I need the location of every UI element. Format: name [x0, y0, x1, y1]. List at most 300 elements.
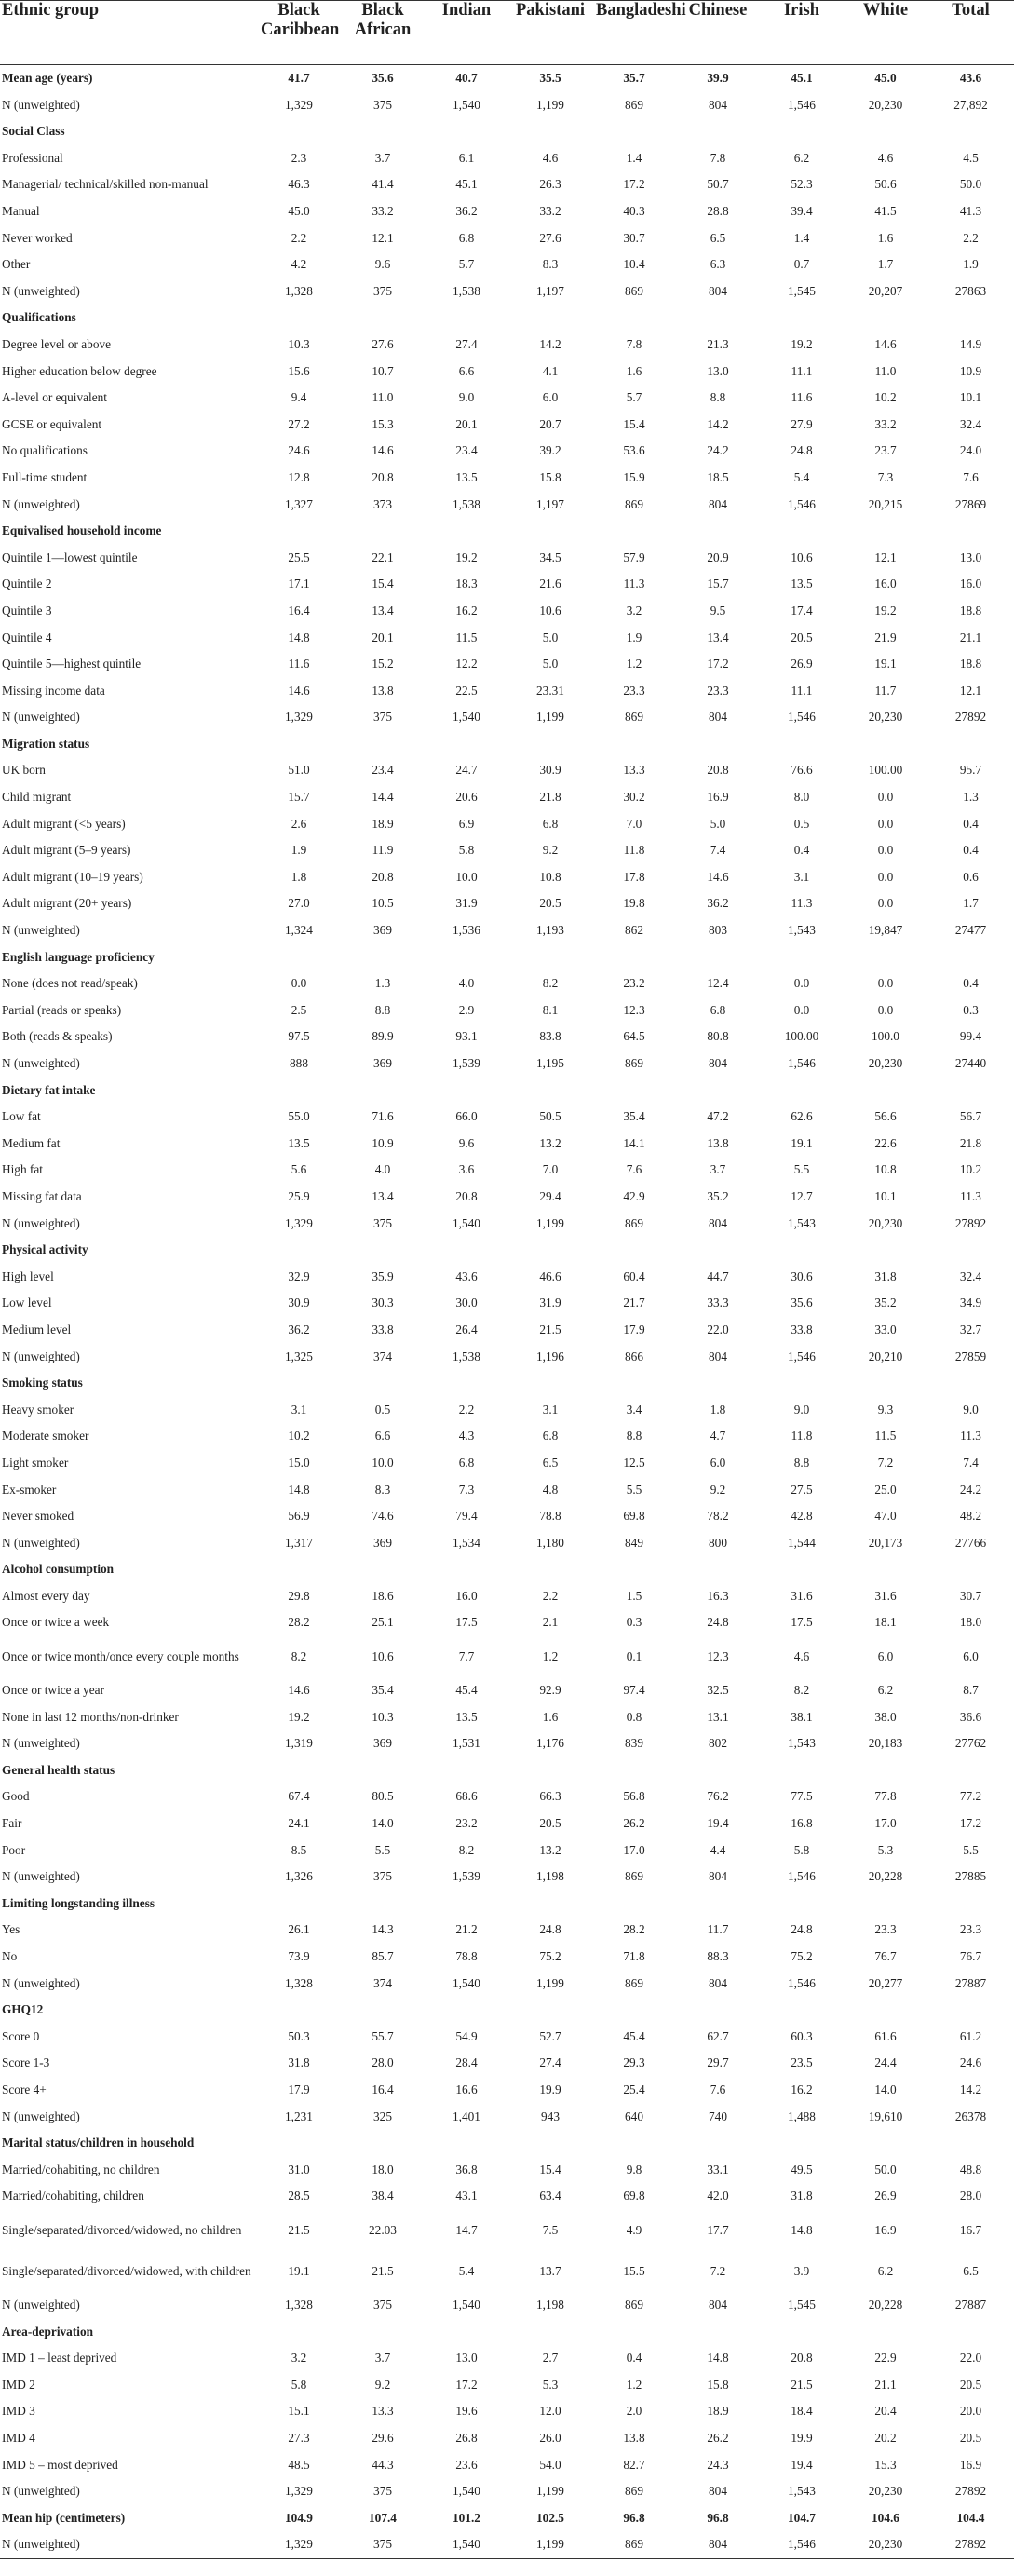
table-cell: 27892 — [954, 710, 987, 725]
table-cell: 375 — [373, 97, 392, 112]
table-cell: 5.5 — [963, 1842, 979, 1857]
row-label: Fair — [2, 1816, 22, 1831]
table-cell: 11.6 — [288, 657, 310, 671]
table-row — [0, 492, 1014, 519]
section-heading-row — [0, 518, 1014, 545]
table-cell: 1,536 — [453, 923, 480, 938]
table-cell: 23.6 — [455, 2457, 478, 2472]
row-label: No qualifications — [2, 443, 88, 458]
table-row — [0, 784, 1014, 811]
table-cell: 29.7 — [707, 2055, 729, 2070]
table-cell: 28.4 — [455, 2055, 478, 2070]
table-cell: 10.2 — [874, 390, 897, 405]
table-cell: 27,892 — [953, 97, 988, 112]
table-cell: 32.7 — [959, 1322, 982, 1336]
table-cell: 19.1 — [288, 2263, 310, 2278]
table-cell: 803 — [709, 923, 727, 938]
column-header: Indian — [441, 1, 492, 20]
table-cell: 1,538 — [453, 1349, 480, 1363]
table-cell: 325 — [373, 2108, 392, 2123]
table-cell: 95.7 — [959, 763, 982, 778]
table-cell: 0.0 — [793, 1002, 810, 1017]
table-row — [0, 917, 1014, 944]
section-heading-row — [0, 1891, 1014, 1918]
table-cell: 1.8 — [291, 869, 307, 884]
table-cell: 14.2 — [539, 336, 561, 351]
table-cell: 6.5 — [963, 2263, 979, 2278]
table-cell: 25.5 — [288, 549, 310, 564]
table-cell: 17.7 — [707, 2222, 729, 2237]
table-cell: 4.3 — [458, 1429, 475, 1444]
table-cell: 20.8 — [791, 2351, 813, 2366]
table-cell: 45.4 — [455, 1683, 478, 1698]
table-cell: 24.3 — [707, 2457, 729, 2472]
table-row — [0, 1783, 1014, 1810]
table-cell: 869 — [625, 2484, 643, 2499]
table-cell: 22.5 — [455, 683, 478, 698]
table-cell: 3.4 — [626, 1402, 642, 1417]
table-cell: 29.8 — [288, 1588, 310, 1603]
table-cell: 71.6 — [372, 1109, 394, 1124]
table-cell: 2.2 — [291, 230, 307, 245]
table-cell: 27762 — [954, 1736, 987, 1751]
table-cell: 0.3 — [626, 1615, 642, 1630]
table-row — [0, 864, 1014, 891]
table-cell: 10.1 — [959, 390, 982, 405]
table-cell: 1,538 — [453, 283, 480, 298]
table-cell: 28.8 — [707, 204, 729, 219]
table-cell: 23.3 — [623, 683, 645, 698]
table-cell: 78.2 — [707, 1509, 729, 1524]
table-row — [0, 2425, 1014, 2452]
table-cell: 22.0 — [707, 1322, 729, 1336]
table-cell: 15.3 — [874, 2457, 897, 2472]
table-cell: 35.4 — [372, 1683, 394, 1698]
table-cell: 1,198 — [536, 2297, 564, 2312]
table-cell: 9.0 — [963, 1402, 979, 1417]
table-row — [0, 837, 1014, 864]
row-label: Adult migrant (20+ years) — [2, 896, 132, 911]
table-cell: 1,531 — [453, 1736, 480, 1751]
row-label: Once or twice a year — [2, 1683, 105, 1698]
table-cell: 20.7 — [539, 416, 561, 431]
table-cell: 22.9 — [874, 2351, 897, 2366]
table-cell: 17.9 — [288, 2081, 310, 2096]
table-cell: 1,193 — [536, 923, 564, 938]
table-cell: 0.5 — [793, 816, 810, 831]
table-cell: 71.8 — [623, 1949, 645, 1964]
row-label: Higher education below degree — [2, 363, 157, 378]
table-cell: 375 — [373, 2537, 392, 2552]
table-cell: 83.8 — [539, 1029, 561, 1044]
table-cell: 16.0 — [455, 1588, 478, 1603]
row-label: Score 0 — [2, 2028, 40, 2043]
table-row — [0, 2345, 1014, 2372]
table-cell: 20.5 — [959, 2430, 982, 2445]
table-cell: 12.8 — [288, 469, 310, 484]
table-cell: 0.0 — [877, 843, 894, 858]
table-cell: 1,401 — [453, 2108, 480, 2123]
table-cell: 14.8 — [288, 1482, 310, 1497]
table-cell: 0.4 — [963, 843, 979, 858]
table-cell: 12.1 — [372, 230, 394, 245]
table-cell: 1,539 — [453, 1869, 480, 1884]
table-cell: 5.5 — [626, 1482, 642, 1497]
table-cell: 374 — [373, 1975, 392, 1990]
table-cell: 20,183 — [868, 1736, 903, 1751]
row-label: N (unweighted) — [2, 1975, 80, 1990]
row-label: Almost every day — [2, 1588, 90, 1603]
table-cell: 7.4 — [710, 843, 726, 858]
table-cell: 1,540 — [453, 1975, 480, 1990]
table-cell: 46.3 — [288, 177, 310, 192]
table-cell: 5.0 — [710, 816, 726, 831]
row-label: Once or twice a week — [2, 1615, 110, 1630]
column-header: Irish — [783, 1, 820, 20]
table-cell: 9.2 — [542, 843, 559, 858]
table-cell: 41.7 — [288, 71, 310, 86]
table-cell: 11.3 — [960, 1188, 981, 1203]
table-cell: 862 — [625, 923, 643, 938]
table-row — [0, 1530, 1014, 1557]
table-cell: 26.9 — [874, 2189, 897, 2203]
table-cell: 1,329 — [285, 710, 313, 725]
table-cell: 20.8 — [372, 469, 394, 484]
table-cell: 88.3 — [707, 1949, 729, 1964]
table-cell: 1,329 — [285, 2537, 313, 2552]
row-label: N (unweighted) — [2, 2108, 80, 2123]
table-cell: 1,199 — [536, 1215, 564, 1230]
table-cell: 89.9 — [372, 1029, 394, 1044]
table-cell: 19.2 — [791, 336, 813, 351]
row-label: IMD 5 – most deprived — [2, 2457, 118, 2472]
table-cell: 6.0 — [710, 1455, 726, 1470]
table-cell: 1.9 — [291, 843, 307, 858]
table-cell: 2.2 — [458, 1402, 475, 1417]
table-cell: 7.8 — [710, 150, 726, 165]
table-cell: 13.8 — [707, 1135, 729, 1150]
table-row — [0, 2292, 1014, 2319]
table-cell: 26.4 — [455, 1322, 478, 1336]
table-cell: 11.8 — [623, 843, 645, 858]
table-cell: 85.7 — [372, 1949, 394, 1964]
table-cell: 8.8 — [626, 1429, 642, 1444]
table-cell: 15.7 — [707, 576, 729, 591]
table-cell: 14.4 — [372, 790, 394, 805]
table-cell: 10.8 — [539, 869, 561, 884]
table-cell: 40.3 — [623, 204, 645, 219]
row-label: N (unweighted) — [2, 2537, 80, 2552]
table-cell: 45.1 — [455, 177, 478, 192]
table-cell: 1,546 — [788, 710, 816, 725]
table-cell: 16.2 — [455, 603, 478, 617]
table-cell: 33.0 — [874, 1322, 897, 1336]
table-cell: 0.7 — [793, 257, 810, 272]
table-cell: 5.5 — [793, 1162, 810, 1177]
row-label: Heavy smoker — [2, 1402, 74, 1417]
table-row — [0, 2251, 1014, 2292]
table-cell: 22.6 — [874, 1135, 897, 1150]
table-cell: 0.0 — [877, 816, 894, 831]
table-cell: 30.7 — [623, 230, 645, 245]
table-cell: 12.4 — [707, 976, 729, 991]
table-cell: 20,230 — [868, 710, 903, 725]
table-row — [0, 332, 1014, 359]
table-cell: 9.2 — [374, 2377, 391, 2392]
table-cell: 7.0 — [542, 1162, 559, 1177]
table-cell: 804 — [709, 1215, 727, 1230]
table-cell: 9.6 — [374, 257, 391, 272]
table-cell: 5.8 — [291, 2377, 307, 2392]
table-cell: 3.2 — [291, 2351, 307, 2366]
table-cell: 375 — [373, 2484, 392, 2499]
table-cell: 14.6 — [288, 1683, 310, 1698]
table-cell: 373 — [373, 496, 392, 511]
table-cell: 31.0 — [288, 2162, 310, 2176]
table-cell: 13.8 — [623, 2430, 645, 2445]
table-cell: 11.6 — [791, 390, 813, 405]
table-row — [0, 1837, 1014, 1864]
table-cell: 374 — [373, 1349, 392, 1363]
row-label: Partial (reads or speaks) — [2, 1002, 122, 1017]
table-cell: 34.5 — [539, 549, 561, 564]
table-cell: 1.5 — [626, 1588, 642, 1603]
row-label: Professional — [2, 150, 63, 165]
table-cell: 66.0 — [455, 1109, 478, 1124]
table-cell: 9.6 — [458, 1135, 475, 1150]
table-cell: 16.9 — [959, 2457, 982, 2472]
table-cell: 7.6 — [710, 2081, 726, 2096]
table-cell: 4.8 — [542, 1482, 559, 1497]
section-heading: Equivalised household income — [2, 523, 162, 538]
table-cell: 20,228 — [868, 2297, 903, 2312]
table-cell: 1,546 — [788, 496, 816, 511]
table-cell: 26.2 — [707, 2430, 729, 2445]
table-cell: 19.2 — [455, 549, 478, 564]
table-cell: 52.3 — [791, 177, 813, 192]
table-cell: 27887 — [954, 2297, 987, 2312]
table-cell: 9.8 — [626, 2162, 642, 2176]
table-cell: 53.6 — [623, 443, 645, 458]
row-label: N (unweighted) — [2, 97, 80, 112]
section-heading-row — [0, 305, 1014, 332]
table-row — [0, 1131, 1014, 1158]
table-cell: 27.3 — [288, 2430, 310, 2445]
table-cell: 10.2 — [959, 1162, 982, 1177]
row-label: Single/separated/divorced/widowed, with children — [2, 2263, 251, 2278]
table-cell: 10.5 — [372, 896, 394, 911]
table-row — [0, 2104, 1014, 2131]
table-row — [0, 438, 1014, 465]
table-cell: 20,210 — [868, 1349, 903, 1363]
table-cell: 61.2 — [959, 2028, 982, 2043]
table-cell: 9.2 — [710, 1482, 726, 1497]
table-cell: 25.1 — [372, 1615, 394, 1630]
table-cell: 32.5 — [707, 1683, 729, 1698]
table-cell: 1,324 — [285, 923, 313, 938]
table-cell: 804 — [709, 2297, 727, 2312]
table-cell: 0.3 — [963, 1002, 979, 1017]
row-label: High fat — [2, 1162, 43, 1177]
table-cell: 22.03 — [369, 2222, 397, 2237]
table-cell: 20.1 — [455, 416, 478, 431]
table-cell: 1,196 — [536, 1349, 564, 1363]
table-cell: 5.7 — [626, 390, 642, 405]
table-cell: 38.1 — [791, 1709, 813, 1724]
table-cell: 8.1 — [542, 1002, 559, 1017]
table-cell: 6.5 — [710, 230, 726, 245]
table-cell: 13.4 — [372, 1188, 394, 1203]
table-row — [0, 811, 1014, 838]
table-cell: 24.7 — [455, 763, 478, 778]
table-cell: 375 — [373, 1869, 392, 1884]
table-cell: 6.8 — [458, 1455, 475, 1470]
table-cell: 5.5 — [374, 1842, 391, 1857]
table-cell: 50.3 — [288, 2028, 310, 2043]
table-cell: 4.0 — [458, 976, 475, 991]
table-cell: 13.8 — [372, 683, 394, 698]
table-cell: 26.0 — [539, 2430, 561, 2445]
table-cell: 11.3 — [960, 1429, 981, 1444]
table-cell: 1.2 — [542, 1648, 559, 1663]
table-cell: 804 — [709, 1869, 727, 1884]
table-cell: 21.3 — [707, 336, 729, 351]
table-cell: 19,610 — [868, 2108, 903, 2123]
table-cell: 56.7 — [959, 1109, 982, 1124]
table-cell: 50.6 — [874, 177, 897, 192]
table-cell: 35.4 — [623, 1109, 645, 1124]
table-cell: 20.4 — [874, 2404, 897, 2419]
table-cell: 13.2 — [539, 1135, 561, 1150]
table-cell: 11.0 — [874, 363, 897, 378]
table-cell: 2.3 — [291, 150, 307, 165]
table-cell: 20.5 — [539, 1816, 561, 1831]
row-label: Never worked — [2, 230, 73, 245]
table-cell: 869 — [625, 97, 643, 112]
table-cell: 1,546 — [788, 97, 816, 112]
table-cell: 33.8 — [791, 1322, 813, 1336]
table-cell: 78.8 — [455, 1949, 478, 1964]
table-cell: 1,543 — [788, 2484, 816, 2499]
table-cell: 10.7 — [372, 363, 394, 378]
table-cell: 1,317 — [285, 1535, 313, 1550]
table-cell: 30.9 — [539, 763, 561, 778]
table-cell: 2.5 — [291, 1002, 307, 1017]
row-label: IMD 4 — [2, 2430, 35, 2445]
table-cell: 804 — [709, 1349, 727, 1363]
row-label: Single/separated/divorced/widowed, no children — [2, 2222, 242, 2237]
table-cell: 11.8 — [791, 1429, 813, 1444]
table-cell: 5.7 — [458, 257, 475, 272]
table-cell: 869 — [625, 1869, 643, 1884]
table-cell: 4.6 — [877, 150, 894, 165]
table-cell: 20.1 — [372, 630, 394, 644]
table-cell: 16.2 — [791, 2081, 813, 2096]
table-cell: 24.8 — [539, 1922, 561, 1937]
table-cell: 55.7 — [372, 2028, 394, 2043]
table-cell: 29.4 — [539, 1188, 561, 1203]
column-header: Black African — [354, 1, 412, 39]
table-cell: 2.2 — [963, 230, 979, 245]
table-cell: 7.3 — [458, 1482, 475, 1497]
table-cell: 20,230 — [868, 2484, 903, 2499]
row-label: None (does not read/speak) — [2, 976, 138, 991]
table-cell: 36.6 — [959, 1709, 982, 1724]
section-heading: Area-deprivation — [2, 2324, 93, 2339]
table-cell: 21.6 — [539, 576, 561, 591]
table-cell: 20.5 — [959, 2377, 982, 2392]
table-cell: 23.3 — [959, 1922, 982, 1937]
table-cell: 104.7 — [788, 2510, 816, 2525]
table-cell: 41.4 — [372, 177, 394, 192]
table-cell: 14.6 — [372, 443, 394, 458]
table-cell: 20.8 — [372, 869, 394, 884]
row-label: N (unweighted) — [2, 2297, 80, 2312]
table-cell: 27440 — [954, 1056, 987, 1071]
table-cell: 1,326 — [285, 1869, 313, 1884]
table-cell: 13.4 — [707, 630, 729, 644]
table-cell: 943 — [541, 2108, 560, 2123]
table-cell: 27.2 — [288, 416, 310, 431]
table-cell: 3.1 — [542, 1402, 559, 1417]
table-cell: 27.0 — [288, 896, 310, 911]
table-cell: 75.2 — [791, 1949, 813, 1964]
table-cell: 869 — [625, 2297, 643, 2312]
row-label: N (unweighted) — [2, 923, 80, 938]
table-cell: 97.4 — [623, 1683, 645, 1698]
row-label: Score 1-3 — [2, 2055, 50, 2070]
table-cell: 18.8 — [959, 603, 982, 617]
table-row — [0, 1704, 1014, 1731]
table-row — [0, 757, 1014, 784]
table-cell: 75.2 — [539, 1949, 561, 1964]
table-cell: 12.3 — [623, 1002, 645, 1017]
table-row — [0, 1211, 1014, 1238]
table-cell: 369 — [373, 923, 392, 938]
table-cell: 14.2 — [707, 416, 729, 431]
table-cell: 39.4 — [791, 204, 813, 219]
section-heading: Physical activity — [2, 1242, 88, 1257]
row-label: No — [2, 1949, 18, 1964]
table-cell: 804 — [709, 710, 727, 725]
table-cell: 18.9 — [372, 816, 394, 831]
table-cell: 12.2 — [455, 657, 478, 671]
table-cell: 0.0 — [877, 896, 894, 911]
table-cell: 1,538 — [453, 496, 480, 511]
table-row — [0, 1344, 1014, 1371]
table-cell: 31.9 — [539, 1295, 561, 1310]
table-cell: 35.9 — [372, 1268, 394, 1283]
table-cell: 1.9 — [963, 257, 979, 272]
table-cell: 1.6 — [877, 230, 894, 245]
table-cell: 4.6 — [793, 1648, 810, 1663]
table-cell: 27.4 — [455, 336, 478, 351]
table-cell: 56.9 — [288, 1509, 310, 1524]
table-cell: 10.6 — [539, 603, 561, 617]
table-cell: 24.8 — [791, 1922, 813, 1937]
table-cell: 27.5 — [791, 1482, 813, 1497]
table-cell: 0.4 — [626, 2351, 642, 2366]
table-cell: 10.1 — [874, 1188, 897, 1203]
table-row — [0, 1810, 1014, 1837]
section-heading: Marital status/children in household — [2, 2135, 195, 2150]
table-cell: 45.1 — [791, 71, 813, 86]
table-cell: 57.9 — [623, 549, 645, 564]
row-label: Manual — [2, 204, 40, 219]
table-cell: 80.5 — [372, 1789, 394, 1804]
table-cell: 17.5 — [791, 1615, 813, 1630]
section-heading-row — [0, 118, 1014, 145]
